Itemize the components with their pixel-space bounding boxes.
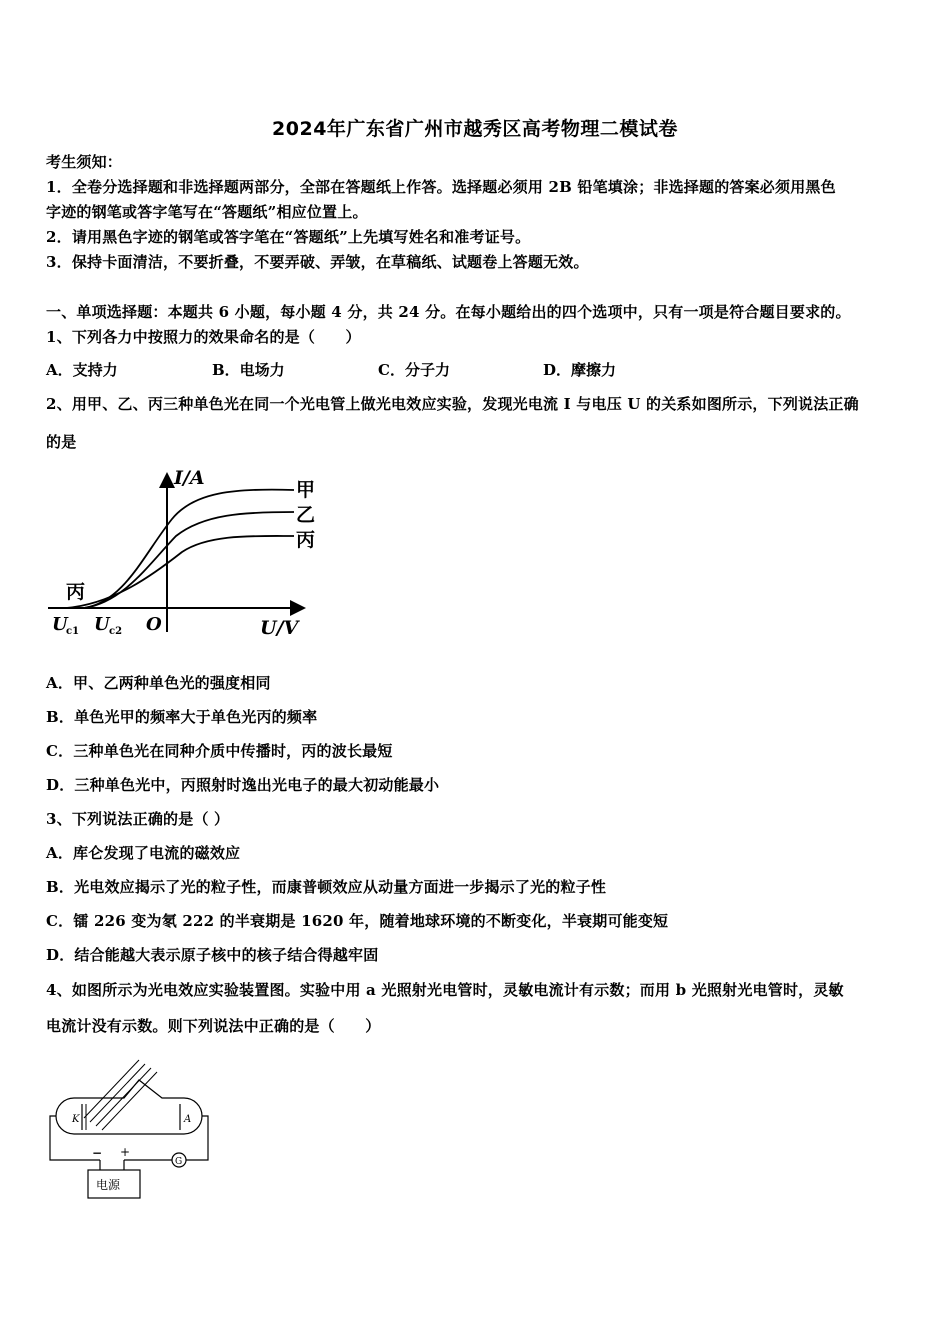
curve-bing bbox=[66, 536, 294, 608]
q3-option-b: B．光电效应揭示了光的粒子性，而康普顿效应从动量方面进一步揭示了光的粒子性 bbox=[46, 878, 607, 896]
q2-option-c: C．三种单色光在同种介质中传播时，丙的波长最短 bbox=[46, 742, 393, 760]
notice-line-1a: 1．全卷分选择题和非选择题两部分，全部在答题纸上作答。选择题必须用 2B 铅笔填涂；非选择题的答案必须用黑色 bbox=[46, 178, 836, 196]
q2-iu-graph bbox=[44, 464, 334, 644]
exam-title: 2024年广东省广州市越秀区高考物理二模试卷 bbox=[272, 118, 678, 140]
q3-option-a: A．库仑发现了电流的磁效应 bbox=[46, 844, 241, 862]
notice-heading: 考生须知： bbox=[46, 153, 123, 171]
q1-stem: 1、下列各力中按照力的效果命名的是（ ） bbox=[46, 328, 361, 346]
q1-option-a: A．支持力 bbox=[46, 361, 118, 379]
label-bing-low: 丙 bbox=[66, 581, 86, 603]
label-plus: + bbox=[120, 1145, 131, 1159]
q1-option-d: D．摩擦力 bbox=[543, 361, 617, 379]
x-axis-label: U/V bbox=[260, 617, 299, 639]
q3-option-d: D．结合能越大表示原子核中的核子结合得越牢固 bbox=[46, 946, 379, 964]
notice-line-1b: 字迹的钢笔或答字笔写在“答题纸”相应位置上。 bbox=[46, 203, 368, 221]
label-minus: − bbox=[92, 1146, 103, 1160]
q4-stem-1: 4、如图所示为光电效应实验装置图。实验中用 a 光照射光电管时，灵敏电流计有示数；而用 b 光照射光电管时，灵敏 bbox=[46, 981, 844, 999]
label-yi: 乙 bbox=[296, 504, 316, 526]
q1-option-c: C．分子力 bbox=[378, 361, 450, 379]
uc1-label: U bbox=[52, 614, 68, 635]
power-supply-label: 电源 bbox=[96, 1178, 121, 1192]
q2-option-a: A．甲、乙两种单色光的强度相同 bbox=[46, 674, 271, 692]
q4-stem-2: 电流计没有示数。则下列说法中正确的是（ ） bbox=[46, 1017, 381, 1035]
uc2-label: U bbox=[94, 614, 110, 635]
y-axis-label: I/A bbox=[174, 467, 205, 489]
q3-stem: 3、下列说法正确的是（ ） bbox=[46, 810, 230, 828]
label-a: A bbox=[184, 1114, 192, 1125]
uc2-subscript: c2 bbox=[109, 626, 123, 637]
uc1-subscript: c1 bbox=[66, 626, 80, 637]
q2-option-b: B．单色光甲的频率大于单色光丙的频率 bbox=[46, 708, 318, 726]
origin-label: O bbox=[146, 614, 162, 635]
q2-stem-1: 2、用甲、乙、丙三种单色光在同一个光电管上做光电效应实验，发现光电流 I 与电压 U 的关系如图所示，下列说法正确 bbox=[46, 395, 859, 413]
label-g: G bbox=[175, 1157, 183, 1167]
notice-line-2: 2．请用黑色字迹的钢笔或答字笔在“答题纸”上先填写姓名和准考证号。 bbox=[46, 228, 531, 246]
q1-option-b: B．电场力 bbox=[212, 361, 285, 379]
section-heading: 一、单项选择题：本题共 6 小题，每小题 4 分，共 24 分。在每小题给出的四个选项中，只有一项是符合题目要求的。 bbox=[46, 303, 851, 321]
label-k: K bbox=[72, 1114, 80, 1125]
label-jia: 甲 bbox=[296, 479, 316, 501]
label-bing: 丙 bbox=[296, 529, 316, 551]
q4-apparatus-diagram bbox=[44, 1058, 219, 1208]
q3-option-c: C．镭 226 变为氡 222 的半衰期是 1620 年，随着地球环境的不断变化，半衰期可能变短 bbox=[46, 912, 669, 930]
q2-stem-2: 的是 bbox=[46, 433, 77, 451]
q2-option-d: D．三种单色光中，丙照射时逸出光电子的最大初动能最小 bbox=[46, 776, 440, 794]
notice-line-3: 3．保持卡面清洁，不要折叠，不要弄破、弄皱，在草稿纸、试题卷上答题无效。 bbox=[46, 253, 589, 271]
